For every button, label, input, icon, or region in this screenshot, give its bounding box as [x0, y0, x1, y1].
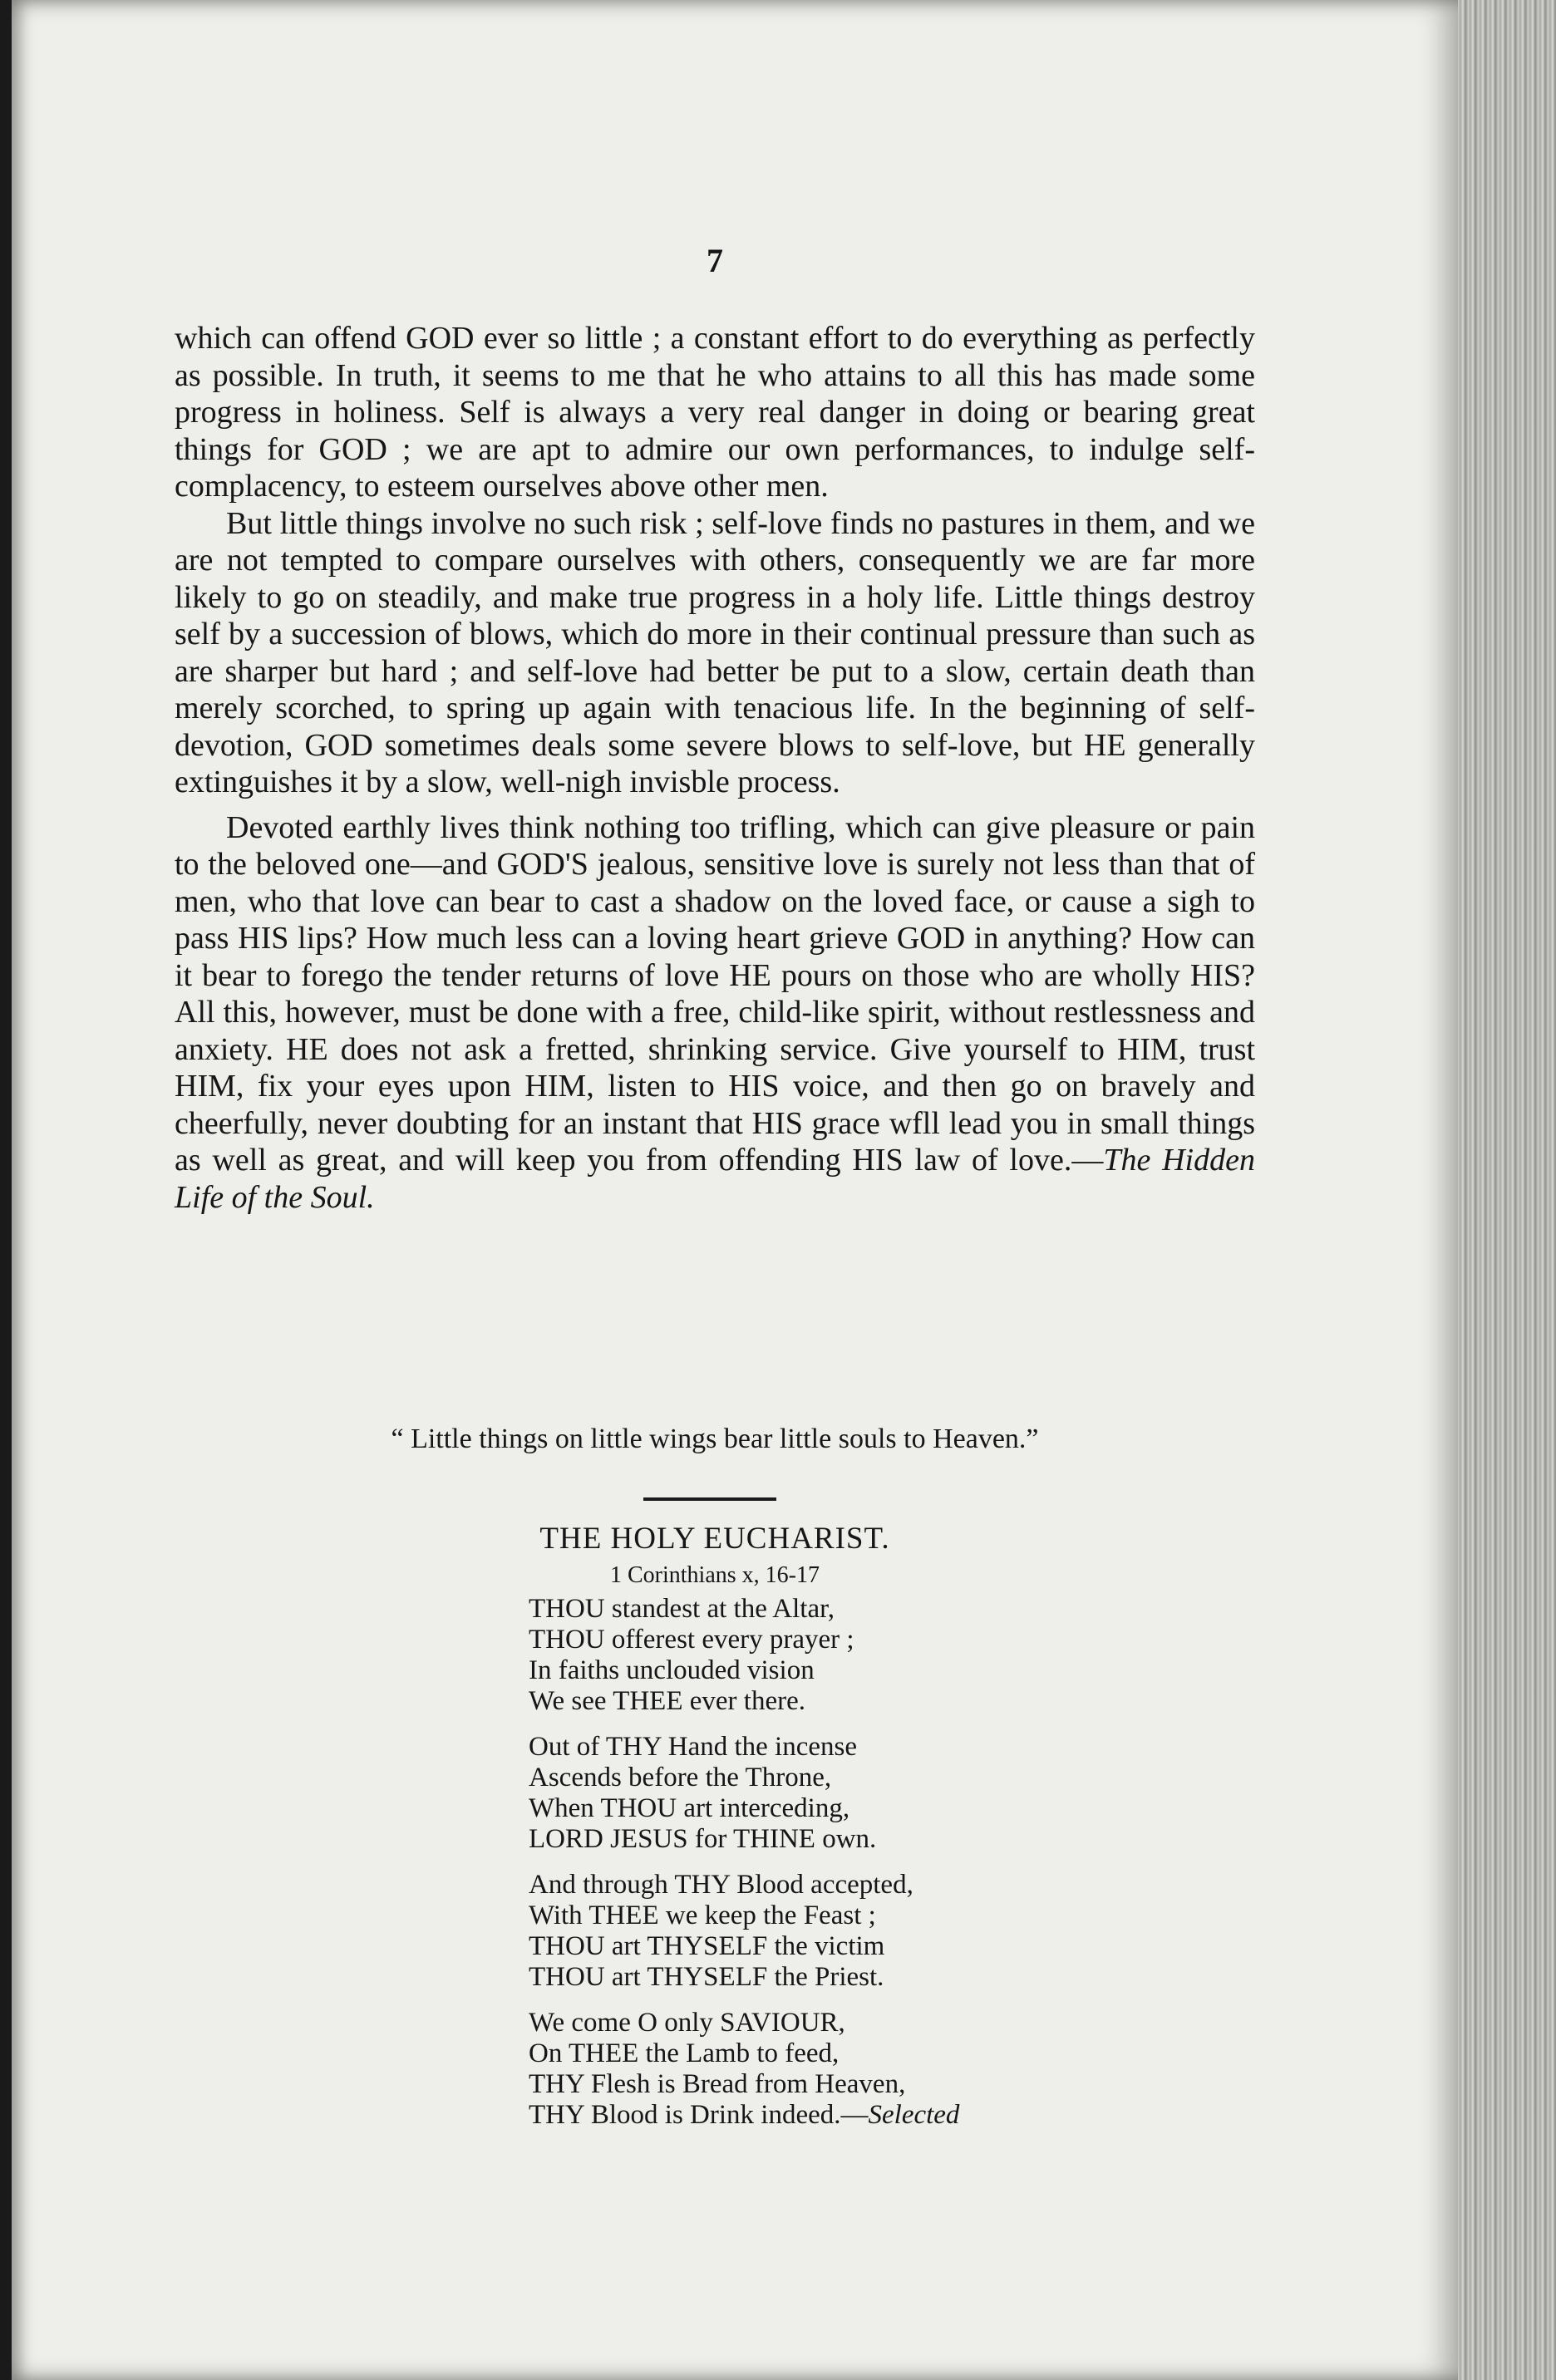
- paragraph-3: [175, 809, 1255, 1217]
- poem-line: Ascends before the Throne,: [529, 1763, 832, 1792]
- poem-line: On THEE the Lamb to feed,: [529, 2038, 840, 2068]
- poem-line: We come O only SAVIOUR,: [529, 2008, 845, 2038]
- stanza-4: [529, 2008, 1194, 2131]
- poem-line: Out of THY Hand the incense: [529, 1732, 857, 1762]
- poem-title: THE HOLY EUCHARIST.: [539, 1522, 890, 1556]
- poem-line: THOU art THYSELF the victim: [529, 1931, 885, 1961]
- paragraph-1: which can offend GOD ever so little ; a constant effort to do everything as perfectly as possible. In truth, it seems to me that he who attains to all this has made some progress in holiness. Self is always a very real danger in doing or bearing great things for GOD ; we are apt to admire our own performances, to indulge self-complacency, to esteem ourselves above other men.: [175, 321, 1255, 504]
- source-title: The Hidden Life of the Soul.: [175, 1143, 1255, 1215]
- poem-line: And through THY Blood accepted,: [529, 1870, 913, 1900]
- poem-line: LORD JESUS for THINE own.: [529, 1824, 877, 1854]
- epigraph-quote: “ Little things on little wings bear little souls to Heaven.”: [391, 1424, 1039, 1454]
- poem-last-line: [529, 2100, 1194, 2131]
- page-number: 7: [707, 242, 723, 279]
- poem-line: THOU offerest every prayer ;: [529, 1625, 854, 1655]
- poem-line: When THOU art interceding,: [529, 1793, 850, 1823]
- poem-line: THY Blood is Drink indeed.—: [529, 2100, 869, 2130]
- page-edges: [1458, 0, 1556, 2380]
- stanza-1: [529, 1594, 1194, 1717]
- paragraph-3-text: Devoted earthly lives think nothing too trifling, which can give pleasure or pain to the beloved one—and GOD'S jealous, sensitive love is surely not less than that of men, who that love can bear to cast a shadow on the loved face, or cause a sigh to pass HIS lips? How much less can a loving heart grieve GOD in anything? How can it bear to forego the tender returns of love HE pours on those who are wholly HIS? All this, however, must be done with a free, child-like spirit, without restlessness and anxiety. HE does not ask a fretted, shrinking service. Give yourself to HIM, trust HIM, fix your eyes upon HIM, listen to HIS voice, and then go on bravely and cheerfully, never doubting for an instant that HIS grace wfll lead you in small things as well as great, and will keep you from offending HIS law of love.—: [175, 809, 1255, 1178]
- poem-line: THOU standest at the Altar,: [529, 1594, 835, 1624]
- poem-line: With THEE we keep the Feast ;: [529, 1901, 876, 1930]
- poem-credit: Selected: [868, 2100, 960, 2130]
- poem-line: We see THEE ever there.: [529, 1686, 805, 1716]
- poem-line: THOU art THYSELF the Priest.: [529, 1962, 884, 1992]
- stanza-2: [529, 1732, 1194, 1855]
- stanza-3: [529, 1870, 1194, 1993]
- poem-line: In faiths unclouded vision: [529, 1655, 815, 1685]
- poem-body: [529, 1594, 1194, 2146]
- section-divider: [643, 1497, 776, 1501]
- prose-body: [175, 320, 1255, 1216]
- paragraph-2: But little things involve no such risk ; self-love finds no pastures in them, and we are not tempted to compare ourselves with others, consequently we are far more likely to go on steadily, and make true progress in a holy life. Little things destroy self by a succession of blows, which do more in their continual pressure than such as are sharper but hard ; and self-love had better be put to a slow, certain death than merely scorched, to spring up again with tenacious life. In the beginning of self-devotion, GOD sometimes deals some severe blows to self-love, but HE generally extinguishes it by a slow, well-nigh invisble process.: [175, 505, 1255, 799]
- poem-reference: 1 Corinthians x, 16-17: [610, 1562, 820, 1588]
- poem-line: THY Flesh is Bread from Heaven,: [529, 2069, 906, 2099]
